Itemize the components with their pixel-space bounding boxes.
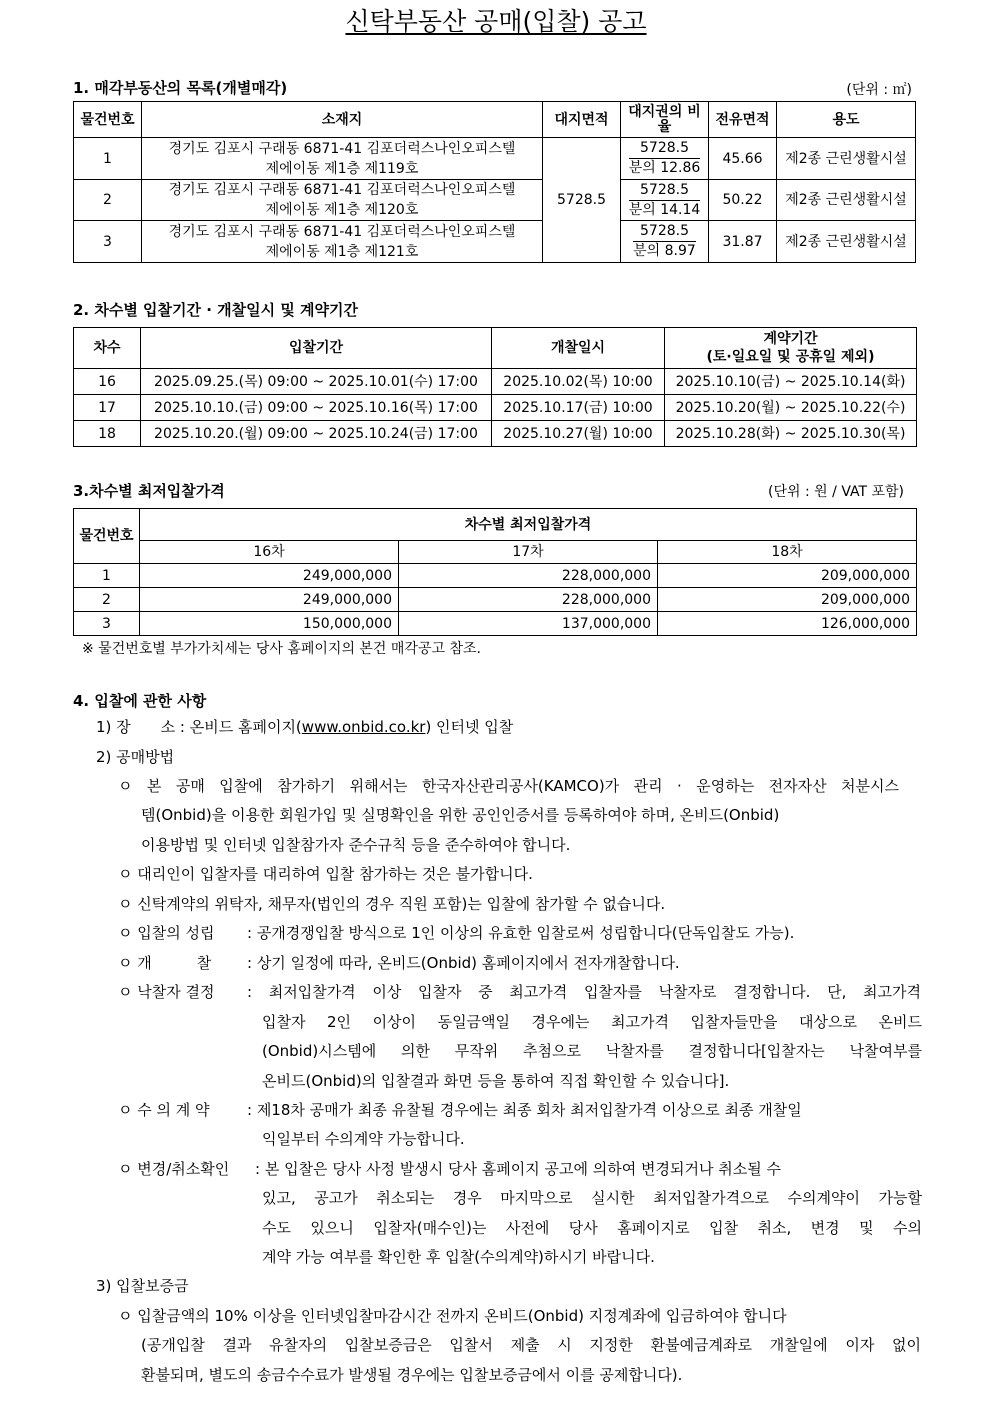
opening-cell: 2025.10.02(목) 10:00 — [492, 369, 665, 395]
ratio-total: 5728.5 — [640, 140, 689, 156]
price-17: 137,000,000 — [399, 612, 658, 636]
header-round-16: 16차 — [140, 541, 399, 564]
header-item-no: 물건번호 — [74, 509, 140, 564]
section1-unit: (단위 : ㎡) — [846, 82, 912, 98]
method-item-5-label: ㅇ 개 찰 — [118, 954, 212, 972]
method-item-4-text: : 공개경쟁입찰 방식으로 1인 이상의 유효한 입찰로써 성립합니다(단독입찰도 가능). — [247, 924, 795, 942]
bid-place-suffix: ) 인터넷 입찰 — [425, 718, 514, 736]
deposit-line1: ㅇ 입찰금액의 10% 이상을 인터넷입찰마감시간 전까지 온비드(Onbid) 지정계좌에 입금하여야 합니다 — [118, 1307, 787, 1325]
header-round-17: 17차 — [399, 541, 658, 564]
section1-heading: 1. 매각부동산의 목록(개별매각) — [73, 79, 288, 97]
header-location: 소재지 — [142, 102, 543, 138]
price-16: 150,000,000 — [140, 612, 399, 636]
header-land-ratio: 대지권의 비율 — [621, 102, 709, 138]
table-row — [74, 369, 917, 395]
method-item-1-line3: 이용방법 및 인터넷 입찰참가자 준수규칙 등을 준수하여야 합니다. — [141, 836, 571, 854]
bid-period-cell: 2025.10.10.(금) 09:00 ~ 2025.10.16(목) 17:00 — [141, 395, 492, 421]
method-6-line2-text: 입찰자 2인 이상이 동일금액일 경우에는 최고가격 입찰자들만을 대상으로 온비드 — [262, 1013, 922, 1031]
method-item-8-label: ㅇ 변경/취소확인 — [118, 1160, 230, 1178]
round-cell: 17 — [74, 395, 141, 421]
method-item-1-line2: 템(Onbid)을 이용한 회원가입 및 실명확인을 위한 공인인증서를 등록하여야 하며, 온비드(Onbid) — [141, 806, 780, 824]
method-item-8-line3 — [262, 1214, 922, 1244]
item-no: 3 — [74, 612, 140, 636]
header-land-area: 대지면적 — [543, 102, 621, 138]
table-row — [74, 395, 917, 421]
land-ratio-cell — [621, 221, 709, 263]
method-item-3: ㅇ 신탁계약의 위탁자, 채무자(법인의 경우 직원 포함)는 입찰에 참가할 수 없습니다. — [118, 895, 666, 913]
page-title: 신탁부동산 공매(입찰) 공고 — [345, 7, 647, 36]
land-area-cell: 5728.5 — [543, 138, 621, 263]
vat-note: ※ 물건번호별 부가가치세는 당사 홈페이지의 본건 매각공고 참조. — [82, 641, 481, 657]
header-contract-period — [665, 328, 917, 369]
onbid-link[interactable]: www.onbid.co.kr — [301, 718, 426, 736]
header-round-18: 18차 — [658, 541, 917, 564]
opening-cell: 2025.10.27(월) 10:00 — [492, 421, 665, 447]
use-cell: 제2종 근린생활시설 — [777, 138, 916, 180]
table-row — [74, 180, 916, 221]
location-cell — [142, 180, 543, 221]
method-item-8-line1: : 본 입찰은 당사 사정 발생시 당사 홈페이지 공고에 의하여 변경되거나 취소될 수 — [255, 1160, 781, 1178]
table-header-row — [74, 102, 916, 138]
table-row — [74, 138, 916, 180]
price-18: 126,000,000 — [658, 612, 917, 636]
use-cell: 제2종 근린생활시설 — [777, 180, 916, 221]
header-contract-note: (토·일요일 및 공휴일 제외) — [706, 349, 875, 365]
method-6-line1-text: : 최저입찰가격 이상 입찰자 중 최고가격 입찰자를 낙찰자로 결정합니다. 단, 최고가격 — [247, 983, 921, 1001]
header-use: 용도 — [777, 102, 916, 138]
header-contract-title: 계약기간 — [763, 331, 818, 347]
land-ratio-cell — [621, 180, 709, 221]
ratio-share: 분의 12.86 — [628, 160, 701, 176]
round-cell: 16 — [74, 369, 141, 395]
ratio-total: 5728.5 — [640, 181, 689, 198]
section2-heading: 2. 차수별 입찰기간 · 개찰일시 및 계약기간 — [73, 301, 359, 319]
method-title: 2) 공매방법 — [96, 748, 175, 766]
method-item-7-line2: 익일부터 수의계약 가능합니다. — [262, 1130, 465, 1148]
bid-period-cell: 2025.10.20.(월) 09:00 ~ 2025.10.24(금) 17:00 — [141, 421, 492, 447]
item-no: 2 — [74, 588, 140, 612]
min-price-table — [73, 508, 917, 636]
address-line2: 제에이동 제1층 제120호 — [265, 202, 419, 218]
table-row — [74, 221, 916, 263]
method-1-text: ㅇ 본 공매 입찰에 참가하기 위해서는 한국자산관리공사(KAMCO)가 관리 · 운영하는 전자자산 처분시스 — [118, 777, 899, 795]
method-item-4-label: ㅇ 입찰의 성립 — [118, 924, 215, 942]
contract-cell: 2025.10.10(금) ~ 2025.10.14(화) — [665, 369, 917, 395]
use-cell: 제2종 근린생활시설 — [777, 221, 916, 263]
method-item-6-line4: 온비드(Onbid)의 입찰결과 화면 등을 통하여 직접 확인할 수 있습니다]. — [262, 1072, 730, 1090]
item-no: 3 — [74, 221, 142, 263]
item-no: 1 — [74, 138, 142, 180]
price-17: 228,000,000 — [399, 564, 658, 588]
price-16: 249,000,000 — [140, 564, 399, 588]
deposit-line2-text: (공개입찰 결과 유찰자의 입찰보증금은 입찰서 제출 시 지정한 환불예금계좌로 개찰일에 이자 없이 — [141, 1336, 921, 1354]
price-18: 209,000,000 — [658, 564, 917, 588]
table-row — [74, 564, 917, 588]
section3-heading: 3.차수별 최저입찰가격 — [73, 482, 225, 500]
table-row — [74, 588, 917, 612]
exclusive-area: 45.66 — [709, 138, 777, 180]
ratio-total: 5728.5 — [640, 223, 689, 239]
deposit-line3: 환불되며, 별도의 송금수수료가 발생될 경우에는 입찰보증금에서 이를 공제합니다). — [141, 1366, 683, 1384]
ratio-share: 분의 8.97 — [633, 243, 696, 259]
method-item-5-text: : 상기 일정에 따라, 온비드(Onbid) 홈페이지에서 전자개찰합니다. — [247, 954, 680, 972]
method-item-6-line1 — [247, 978, 921, 1008]
item-no: 2 — [74, 180, 142, 221]
header-item-no: 물건번호 — [74, 102, 142, 138]
method-6-line3-text: (Onbid)시스템에 의한 무작위 추첨으로 낙찰자를 결정합니다[입찰자는 낙찰여부를 — [262, 1042, 922, 1060]
header-opening: 개찰일시 — [492, 328, 665, 369]
opening-cell: 2025.10.17(금) 10:00 — [492, 395, 665, 421]
property-list-table — [73, 101, 916, 263]
bid-place-prefix: 1) 장 소 : 온비드 홈페이지( — [96, 718, 302, 736]
address-line1: 경기도 김포시 구래동 6871-41 김포더럭스나인오피스텔 — [168, 182, 516, 198]
contract-cell: 2025.10.20(월) ~ 2025.10.22(수) — [665, 395, 917, 421]
price-16: 249,000,000 — [140, 588, 399, 612]
ratio-share: 분의 14.14 — [628, 201, 701, 218]
exclusive-area: 31.87 — [709, 221, 777, 263]
method-item-1-line1 — [118, 772, 899, 802]
header-round: 차수 — [74, 328, 141, 369]
section3-unit: (단위 : 원 / VAT 포함) — [768, 484, 904, 500]
method-item-6-line2 — [262, 1008, 922, 1038]
location-cell — [142, 138, 543, 180]
method-item-8-line2 — [262, 1184, 922, 1214]
section4-heading: 4. 입찰에 관한 사항 — [73, 692, 207, 710]
method-item-7-label: ㅇ 수 의 계 약 — [118, 1101, 210, 1119]
address-line2: 제에이동 제1층 제119호 — [265, 160, 419, 177]
address-line2: 제에이동 제1층 제121호 — [265, 243, 419, 260]
table-row — [74, 612, 917, 636]
method-item-6-label: ㅇ 낙찰자 결정 — [118, 983, 215, 1001]
table-header-row — [74, 328, 917, 369]
bid-place — [96, 713, 513, 743]
table-subheader-row — [74, 541, 917, 564]
deposit-title: 3) 입찰보증금 — [96, 1277, 189, 1295]
method-item-7-line1: : 제18차 공매가 최종 유찰될 경우에는 최종 회차 최저입찰가격 이상으로 최종 개찰일 — [247, 1101, 802, 1119]
method-item-8-line4: 계약 가능 여부를 확인한 후 입찰(수의계약)하시기 바랍니다. — [262, 1248, 655, 1266]
address-line1: 경기도 김포시 구래동 6871-41 김포더럭스나인오피스텔 — [168, 223, 516, 240]
location-cell — [142, 221, 543, 263]
table-header-row — [74, 509, 917, 541]
exclusive-area: 50.22 — [709, 180, 777, 221]
header-price-group: 차수별 최저입찰가격 — [140, 509, 917, 541]
price-18: 209,000,000 — [658, 588, 917, 612]
bid-period-cell: 2025.09.25.(목) 09:00 ~ 2025.10.01(수) 17:00 — [141, 369, 492, 395]
header-exclusive-area: 전유면적 — [709, 102, 777, 138]
header-bid-period: 입찰기간 — [141, 328, 492, 369]
land-ratio-cell — [621, 138, 709, 180]
method-item-2: ㅇ 대리인이 입찰자를 대리하여 입찰 참가하는 것은 불가합니다. — [118, 865, 533, 883]
method-8-line2-text: 있고, 공고가 취소되는 경우 마지막으로 실시한 최저입찰가격으로 수의계약이 가능할 — [262, 1189, 922, 1207]
address-line1: 경기도 김포시 구래동 6871-41 김포더럭스나인오피스텔 — [168, 140, 516, 157]
price-17: 228,000,000 — [399, 588, 658, 612]
item-no: 1 — [74, 564, 140, 588]
contract-cell: 2025.10.28(화) ~ 2025.10.30(목) — [665, 421, 917, 447]
round-cell: 18 — [74, 421, 141, 447]
method-8-line3-text: 수도 있으니 입찰자(매수인)는 사전에 당사 홈페이지로 입찰 취소, 변경 및 수의 — [262, 1219, 922, 1237]
table-row — [74, 421, 917, 447]
deposit-line2 — [141, 1331, 921, 1361]
schedule-table — [73, 327, 917, 447]
method-item-6-line3 — [262, 1037, 922, 1067]
